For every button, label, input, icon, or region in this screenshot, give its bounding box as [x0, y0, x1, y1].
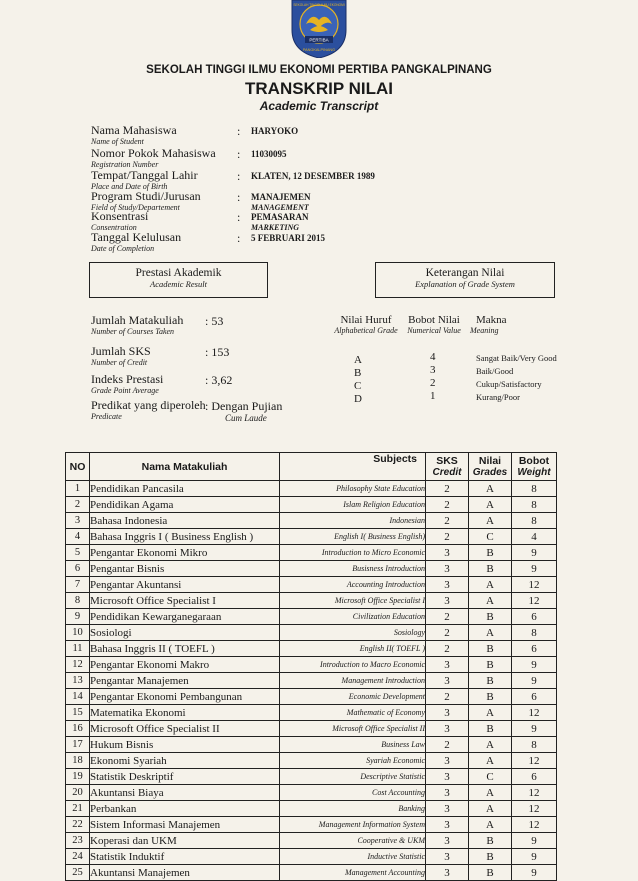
table-row — [66, 737, 557, 753]
student-info-row — [91, 231, 531, 254]
course-subject: English I( Business English) — [280, 529, 426, 545]
grade-system-letter: C — [354, 380, 362, 392]
course-credit: 2 — [426, 689, 469, 705]
student-info-value: 11030095 — [251, 149, 287, 159]
course-weight: 9 — [512, 833, 557, 849]
course-number: 7 — [66, 577, 90, 593]
course-subject: Inductive Statistic — [280, 849, 426, 865]
table-row — [66, 657, 557, 673]
course-name: Bahasa Inggris I ( Business English ) — [90, 529, 280, 545]
course-number: 3 — [66, 513, 90, 529]
summary-sublabel: Predicate — [91, 412, 122, 421]
course-credit: 2 — [426, 641, 469, 657]
table-row — [66, 513, 557, 529]
course-name: Sistem Informasi Manajemen — [90, 817, 280, 833]
table-header-row — [66, 453, 557, 481]
header-weight-label: Bobot — [518, 455, 550, 467]
summary-row — [91, 399, 331, 422]
course-grade: A — [469, 705, 512, 721]
document-title: TRANSKRIP NILAI — [245, 79, 393, 98]
course-grade: A — [469, 481, 512, 497]
student-info-sublabel: Consentration — [91, 223, 137, 232]
course-subject: Cost Accounting — [280, 785, 426, 801]
course-weight: 12 — [512, 817, 557, 833]
student-info-row — [91, 147, 531, 170]
grade-system-letter: A — [354, 354, 362, 366]
course-weight: 8 — [512, 625, 557, 641]
header-grade-sub: Grades — [472, 467, 508, 478]
course-subject: English II( TOEFL ) — [280, 641, 426, 657]
summary-label: Jumlah Matakuliah — [91, 313, 184, 327]
course-credit: 3 — [426, 753, 469, 769]
header-weight — [512, 453, 557, 481]
header-grade-label: Nilai — [478, 455, 502, 467]
course-subject: Management Information System — [280, 817, 426, 833]
grade-explanation-box — [375, 262, 555, 298]
table-row — [66, 849, 557, 865]
course-name: Hukum Bisnis — [90, 737, 280, 753]
course-weight: 6 — [512, 609, 557, 625]
course-number: 14 — [66, 689, 90, 705]
course-subject: Syariah Economic — [280, 753, 426, 769]
course-subject: Philosophy State Education — [280, 481, 426, 497]
course-credit: 3 — [426, 577, 469, 593]
course-weight: 9 — [512, 865, 557, 881]
course-subject: Sosiology — [280, 625, 426, 641]
course-name: Statistik Deskriptif — [90, 769, 280, 785]
summary-row — [91, 345, 331, 368]
course-grade: B — [469, 657, 512, 673]
student-info-value: 5 FEBRUARI 2015 — [251, 233, 326, 243]
course-credit: 3 — [426, 833, 469, 849]
student-info-sublabel: Registration Number — [91, 160, 159, 169]
course-subject: Banking — [280, 801, 426, 817]
document-subtitle: Academic Transcript — [259, 99, 379, 113]
grade-system-meaning: Kurang/Poor — [476, 392, 520, 402]
course-credit: 2 — [426, 529, 469, 545]
table-row — [66, 753, 557, 769]
course-credit: 3 — [426, 657, 469, 673]
course-weight: 6 — [512, 689, 557, 705]
header-sks-sub: Credit — [432, 467, 462, 478]
course-number: 19 — [66, 769, 90, 785]
student-info-sublabel: Date of Completion — [91, 244, 155, 253]
course-grade: A — [469, 737, 512, 753]
course-subject: Cooperative & UKM — [280, 833, 426, 849]
course-weight: 8 — [512, 513, 557, 529]
course-weight: 12 — [512, 801, 557, 817]
course-credit: 2 — [426, 481, 469, 497]
student-info-colon: : — [237, 124, 241, 138]
course-grade: B — [469, 609, 512, 625]
table-row — [66, 641, 557, 657]
table-row — [66, 865, 557, 881]
header-grade — [469, 453, 512, 481]
student-info-colon: : — [237, 190, 241, 204]
course-subject: Introduction to Micro Economic — [280, 545, 426, 561]
academic-result-sub: Academic Result — [150, 279, 207, 289]
grade-system-value: 4 — [430, 351, 436, 363]
course-subject: Indonesian — [280, 513, 426, 529]
course-grade: C — [469, 769, 512, 785]
course-grade: A — [469, 801, 512, 817]
course-name: Pengantar Ekonomi Mikro — [90, 545, 280, 561]
course-number: 1 — [66, 481, 90, 497]
course-grade: A — [469, 625, 512, 641]
course-name: Pengantar Manajemen — [90, 673, 280, 689]
summary-row — [91, 373, 331, 396]
student-info-row — [91, 124, 531, 147]
course-credit: 3 — [426, 721, 469, 737]
course-credit: 3 — [426, 705, 469, 721]
table-row — [66, 545, 557, 561]
course-weight: 9 — [512, 561, 557, 577]
course-credit: 3 — [426, 785, 469, 801]
course-name: Koperasi dan UKM — [90, 833, 280, 849]
grade-header-value — [402, 314, 466, 335]
course-credit: 3 — [426, 673, 469, 689]
table-row — [66, 705, 557, 721]
summary-value: : 3,62 — [205, 373, 233, 387]
course-number: 5 — [66, 545, 90, 561]
student-info-colon: : — [237, 231, 241, 245]
course-weight: 12 — [512, 705, 557, 721]
summary-value: : Dengan Pujian — [205, 399, 283, 413]
course-credit: 2 — [426, 737, 469, 753]
course-number: 8 — [66, 593, 90, 609]
course-number: 18 — [66, 753, 90, 769]
course-number: 9 — [66, 609, 90, 625]
course-grade: A — [469, 513, 512, 529]
student-info-sublabel: Field of Study/Departement — [91, 203, 180, 212]
grade-header-letter-title: Nilai Huruf — [340, 314, 392, 326]
course-weight: 8 — [512, 497, 557, 513]
course-name: Sosiologi — [90, 625, 280, 641]
course-grade: A — [469, 593, 512, 609]
grade-header-meaning — [470, 314, 520, 335]
student-info-colon: : — [237, 147, 241, 161]
grade-header-letter — [328, 314, 404, 335]
course-weight: 8 — [512, 481, 557, 497]
course-name: Pendidikan Agama — [90, 497, 280, 513]
table-row — [66, 593, 557, 609]
course-subject: Mathematic of Economy — [280, 705, 426, 721]
table-row — [66, 785, 557, 801]
course-subject: Introduction to Macro Economic — [280, 657, 426, 673]
course-name: Microsoft Office Specialist I — [90, 593, 280, 609]
course-number: 17 — [66, 737, 90, 753]
course-weight: 6 — [512, 641, 557, 657]
table-row — [66, 481, 557, 497]
grade-system-meaning: Baik/Good — [476, 366, 514, 376]
grade-header-value-sub: Numerical Value — [407, 326, 461, 335]
course-credit: 3 — [426, 593, 469, 609]
course-grade: B — [469, 721, 512, 737]
student-info-value: HARYOKO — [251, 126, 299, 136]
table-row — [66, 769, 557, 785]
header-subjects — [280, 453, 426, 481]
student-info-value-en: MARKETING — [251, 223, 300, 232]
course-number: 15 — [66, 705, 90, 721]
student-info-sublabel: Place and Date of Birth — [91, 182, 168, 191]
logo-bottom-text: PANGKALPINANG — [302, 48, 336, 52]
course-number: 23 — [66, 833, 90, 849]
summary-label: Predikat yang diperoleh — [91, 398, 206, 412]
course-name: Matematika Ekonomi — [90, 705, 280, 721]
course-grade: C — [469, 529, 512, 545]
course-grade: B — [469, 673, 512, 689]
course-weight: 9 — [512, 721, 557, 737]
course-name: Akuntansi Biaya — [90, 785, 280, 801]
course-grade: B — [469, 689, 512, 705]
course-number: 25 — [66, 865, 90, 881]
course-credit: 3 — [426, 817, 469, 833]
grade-explanation-sub: Explanation of Grade System — [415, 279, 515, 289]
student-info-value-en: MANAGEMENT — [251, 203, 309, 212]
course-name: Pendidikan Pancasila — [90, 481, 280, 497]
table-row — [66, 529, 557, 545]
course-grade: A — [469, 497, 512, 513]
summary-sublabel: Number of Courses Taken — [91, 327, 175, 336]
course-name: Pengantar Akuntansi — [90, 577, 280, 593]
course-credit: 3 — [426, 849, 469, 865]
summary-value: : 53 — [205, 314, 224, 328]
course-number: 16 — [66, 721, 90, 737]
table-row — [66, 625, 557, 641]
course-number: 11 — [66, 641, 90, 657]
course-name: Pendidikan Kewarganegaraan — [90, 609, 280, 625]
grade-system-meaning: Sangat Baik/Very Good — [476, 353, 557, 363]
course-number: 13 — [66, 673, 90, 689]
table-row — [66, 577, 557, 593]
student-info-label: Konsentrasi — [91, 209, 149, 223]
header-sks — [426, 453, 469, 481]
student-info-value: PEMASARAN — [251, 212, 309, 222]
header-sks-label: SKS — [436, 455, 458, 467]
course-credit: 2 — [426, 625, 469, 641]
course-number: 12 — [66, 657, 90, 673]
summary-value-en: Cum Laude — [225, 413, 267, 423]
table-row — [66, 801, 557, 817]
course-grade: A — [469, 817, 512, 833]
course-grade: B — [469, 833, 512, 849]
course-weight: 12 — [512, 753, 557, 769]
course-subject: Accounting Introduction — [280, 577, 426, 593]
course-number: 20 — [66, 785, 90, 801]
course-credit: 3 — [426, 545, 469, 561]
summary-label: Indeks Prestasi — [91, 372, 164, 386]
student-info-value: MANAJEMEN — [251, 192, 311, 202]
logo-banner-text: PERTIBA — [309, 37, 329, 43]
course-grade: B — [469, 865, 512, 881]
course-name: Pengantar Bisnis — [90, 561, 280, 577]
course-weight: 9 — [512, 673, 557, 689]
course-grade: B — [469, 641, 512, 657]
academic-result-box — [89, 262, 268, 298]
grade-system-meaning: Cukup/Satisfactory — [476, 379, 542, 389]
grade-system-value: 2 — [430, 377, 436, 389]
course-subject: Business Law — [280, 737, 426, 753]
course-name: Microsoft Office Specialist II — [90, 721, 280, 737]
table-row — [66, 561, 557, 577]
course-credit: 3 — [426, 801, 469, 817]
course-number: 24 — [66, 849, 90, 865]
course-name: Akuntansi Manajemen — [90, 865, 280, 881]
student-info-sublabel: Name of Student — [91, 137, 144, 146]
grade-system-letter: D — [354, 393, 362, 405]
grade-header-letter-sub: Alphabetical Grade — [334, 326, 398, 335]
course-weight: 12 — [512, 593, 557, 609]
course-name: Ekonomi Syariah — [90, 753, 280, 769]
header-no: NO — [66, 453, 90, 481]
summary-label: Jumlah SKS — [91, 344, 151, 358]
course-subject: Descriptive Statistic — [280, 769, 426, 785]
course-weight: 4 — [512, 529, 557, 545]
student-info-label: Program Studi/Jurusan — [91, 189, 201, 203]
course-subject: Microsoft Office Specialist I — [280, 593, 426, 609]
course-credit: 2 — [426, 497, 469, 513]
grades-table — [65, 452, 557, 881]
course-grade: A — [469, 753, 512, 769]
course-subject: Management Introduction — [280, 673, 426, 689]
course-grade: B — [469, 849, 512, 865]
course-weight: 6 — [512, 769, 557, 785]
course-name: Bahasa Indonesia — [90, 513, 280, 529]
institution-name: SEKOLAH TINGGI ILMU EKONOMI PERTIBA PANGKALPINANG — [146, 64, 492, 76]
grade-explanation-title: Keterangan Nilai — [425, 267, 505, 279]
student-info-value: KLATEN, 12 DESEMBER 1989 — [251, 171, 375, 181]
header-subjects-label: Subjects — [373, 453, 417, 465]
grade-system-value: 1 — [430, 390, 436, 402]
course-credit: 3 — [426, 561, 469, 577]
header-weight-sub: Weight — [517, 467, 551, 478]
academic-result-title: Prestasi Akademik — [135, 267, 222, 279]
course-weight: 12 — [512, 577, 557, 593]
course-weight: 9 — [512, 849, 557, 865]
student-info-label: Nama Mahasiswa — [91, 123, 177, 137]
course-name: Perbankan — [90, 801, 280, 817]
summary-sublabel: Number of Credit — [91, 358, 148, 367]
course-grade: A — [469, 785, 512, 801]
course-grade: A — [469, 577, 512, 593]
course-name: Statistik Induktif — [90, 849, 280, 865]
course-grade: B — [469, 545, 512, 561]
course-grade: B — [469, 561, 512, 577]
course-credit: 3 — [426, 769, 469, 785]
table-row — [66, 833, 557, 849]
table-row — [66, 609, 557, 625]
course-weight: 9 — [512, 545, 557, 561]
course-number: 22 — [66, 817, 90, 833]
table-row — [66, 721, 557, 737]
summary-row — [91, 314, 331, 337]
header-course-name: Nama Matakuliah — [90, 453, 280, 481]
course-number: 4 — [66, 529, 90, 545]
course-weight: 8 — [512, 737, 557, 753]
course-credit: 3 — [426, 865, 469, 881]
grade-header-meaning-title: Makna — [476, 314, 507, 326]
grade-system-letter: B — [354, 367, 362, 379]
institution-logo — [286, 0, 352, 58]
course-subject: Civilization Education — [280, 609, 426, 625]
course-subject: Economic Development — [280, 689, 426, 705]
course-name: Pengantar Ekonomi Makro — [90, 657, 280, 673]
summary-value: : 153 — [205, 345, 230, 359]
course-number: 2 — [66, 497, 90, 513]
course-subject: Microsoft Office Specialist II — [280, 721, 426, 737]
course-credit: 2 — [426, 513, 469, 529]
summary-sublabel: Grade Point Average — [91, 386, 159, 395]
course-weight: 12 — [512, 785, 557, 801]
logo-ring-text: SEKOLAH TINGGI ILMU EKONOMI — [293, 3, 345, 7]
course-weight: 9 — [512, 657, 557, 673]
course-number: 6 — [66, 561, 90, 577]
course-number: 21 — [66, 801, 90, 817]
student-info-label: Tempat/Tanggal Lahir — [91, 168, 198, 182]
course-subject: Islam Religion Education — [280, 497, 426, 513]
grade-system-value: 3 — [430, 364, 436, 376]
student-info-colon: : — [237, 210, 241, 224]
student-info-label: Tanggal Kelulusan — [91, 230, 182, 244]
course-subject: Management Accounting — [280, 865, 426, 881]
table-row — [66, 497, 557, 513]
student-info-label: Nomor Pokok Mahasiswa — [91, 146, 216, 160]
course-name: Pengantar Ekonomi Pembangunan — [90, 689, 280, 705]
table-row — [66, 673, 557, 689]
grade-header-value-title: Bobot Nilai — [408, 314, 460, 326]
student-info-colon: : — [237, 169, 241, 183]
course-name: Bahasa Inggris II ( TOEFL ) — [90, 641, 280, 657]
table-row — [66, 689, 557, 705]
course-number: 10 — [66, 625, 90, 641]
course-credit: 2 — [426, 609, 469, 625]
grade-header-meaning-sub: Meaning — [470, 326, 499, 335]
course-subject: Busisness Introduction — [280, 561, 426, 577]
